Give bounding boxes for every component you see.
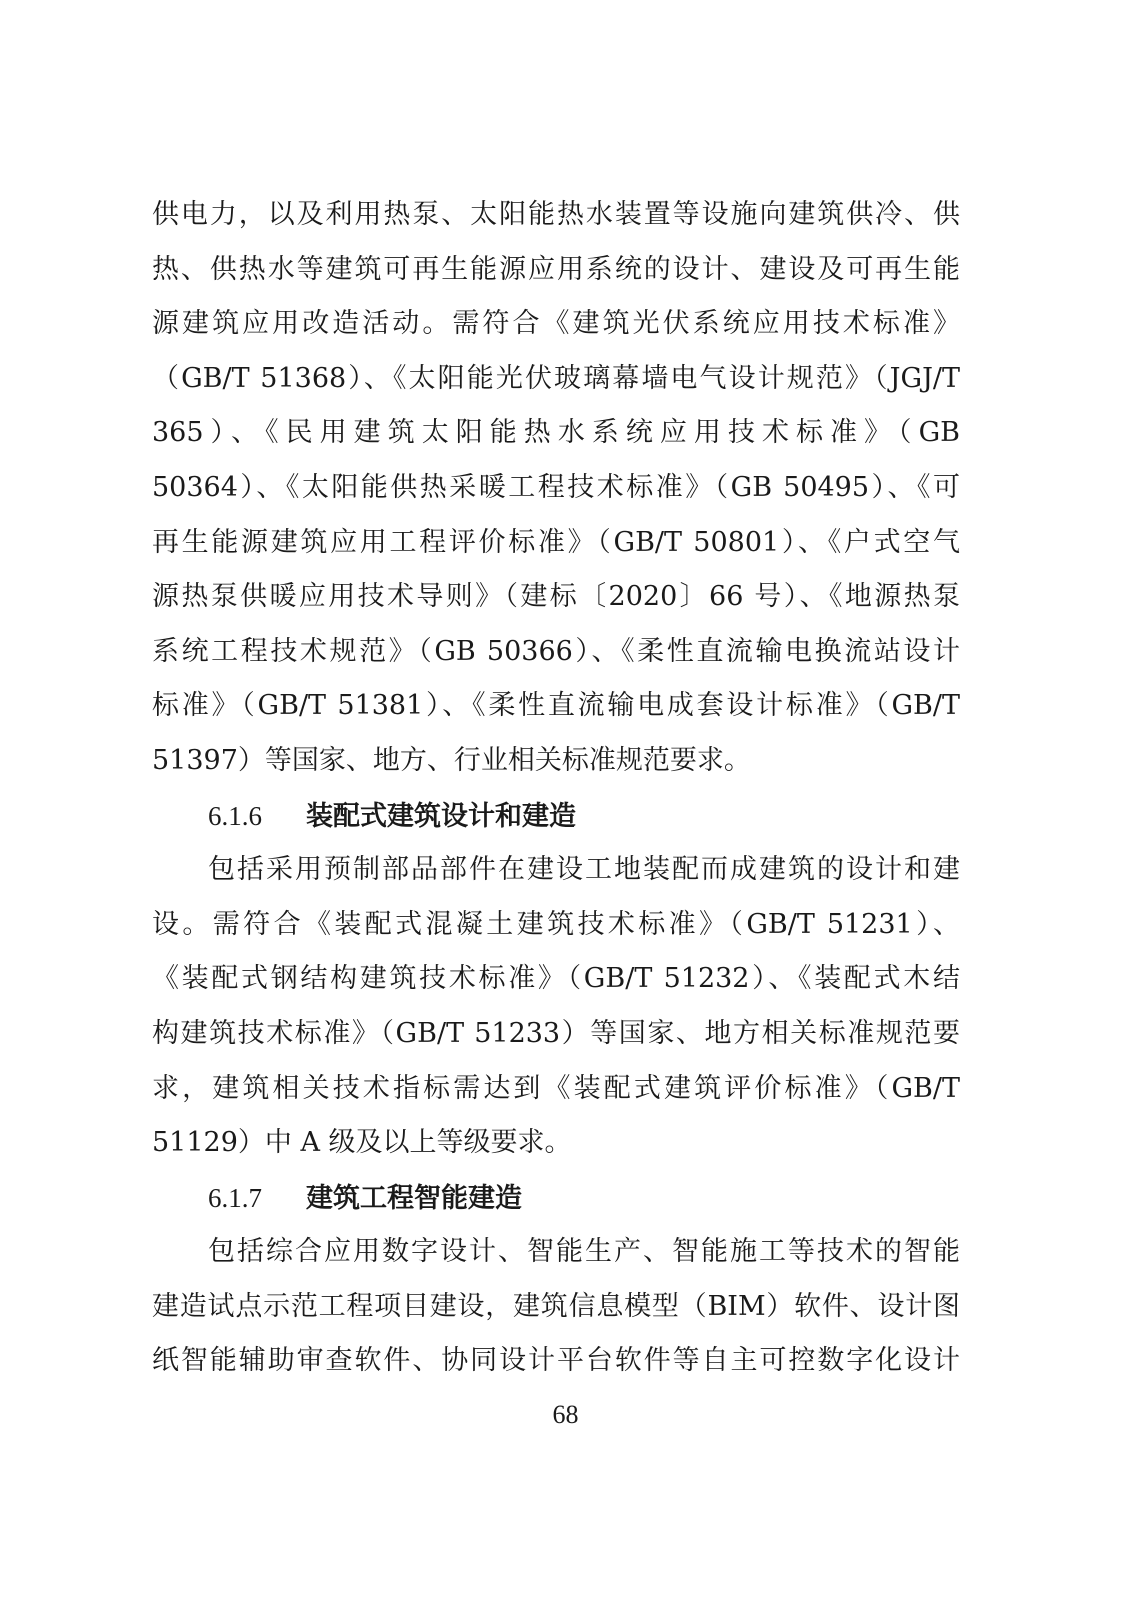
text-line: 51397）等国家、地方、行业相关标准规范要求。 bbox=[152, 744, 751, 776]
body-text bbox=[152, 188, 960, 1389]
text-line: 51129）中 A 级及以上等级要求。 bbox=[152, 1127, 572, 1159]
text-line: 源热泵供暖应用技术导则》（建标〔2020〕66 号）、《地源热泵 bbox=[152, 581, 960, 613]
text-line: 热、供热水等建筑可再生能源应用系统的设计、建设及可再生能 bbox=[152, 253, 960, 285]
text-line: 供电力，以及利用热泵、太阳能热水装置等设施向建筑供冷、供 bbox=[152, 199, 960, 230]
text-line: 标准》（GB/T 51381）、《柔性直流输电成套设计标准》（GB/T bbox=[152, 690, 960, 722]
text-line: （GB/T 51368）、《太阳能光伏玻璃幕墙电气设计规范》（JGJ/T bbox=[152, 362, 960, 394]
text-line: 365）、《民用建筑太阳能热水系统应用技术标准》（GB bbox=[152, 417, 960, 449]
section-title: 建筑工程智能建造 bbox=[306, 1182, 522, 1214]
section-number: 6.1.6 bbox=[208, 800, 262, 831]
text-line: 设。需符合《装配式混凝土建筑技术标准》（GB/T 51231）、 bbox=[152, 908, 960, 940]
text-line: 纸智能辅助审查软件、协同设计平台软件等自主可控数字化设计 bbox=[152, 1345, 960, 1377]
text-line: 建造试点示范工程项目建设，建筑信息模型（BIM）软件、设计图 bbox=[152, 1290, 960, 1322]
text-line: 构建筑技术标准》（GB/T 51233）等国家、地方相关标准规范要 bbox=[152, 1017, 960, 1049]
text-line: 50364）、《太阳能供热采暖工程技术标准》（GB 50495）、《可 bbox=[152, 471, 960, 503]
page-number: 68 bbox=[552, 1400, 579, 1429]
text-line: 再生能源建筑应用工程评价标准》（GB/T 50801）、《户式空气 bbox=[152, 526, 960, 558]
section-title: 装配式建筑设计和建造 bbox=[306, 800, 576, 832]
text-line: 求，建筑相关技术指标需达到《装配式建筑评价标准》（GB/T bbox=[152, 1072, 960, 1104]
section-heading-6-1-7 bbox=[152, 1171, 960, 1226]
text-line: 源建筑应用改造活动。需符合《建筑光伏系统应用技术标准》 bbox=[152, 308, 960, 340]
section-number: 6.1.7 bbox=[208, 1182, 262, 1213]
section-heading-6-1-6 bbox=[152, 789, 960, 844]
text-line: 系统工程技术规范》（GB 50366）、《柔性直流输电换流站设计 bbox=[152, 635, 960, 667]
text-line: 包括采用预制部品部件在建设工地装配而成建筑的设计和建 bbox=[208, 854, 960, 886]
text-line: 《装配式钢结构建筑技术标准》（GB/T 51232）、《装配式木结 bbox=[152, 963, 960, 995]
text-line: 包括综合应用数字设计、智能生产、智能施工等技术的智能 bbox=[208, 1236, 960, 1268]
